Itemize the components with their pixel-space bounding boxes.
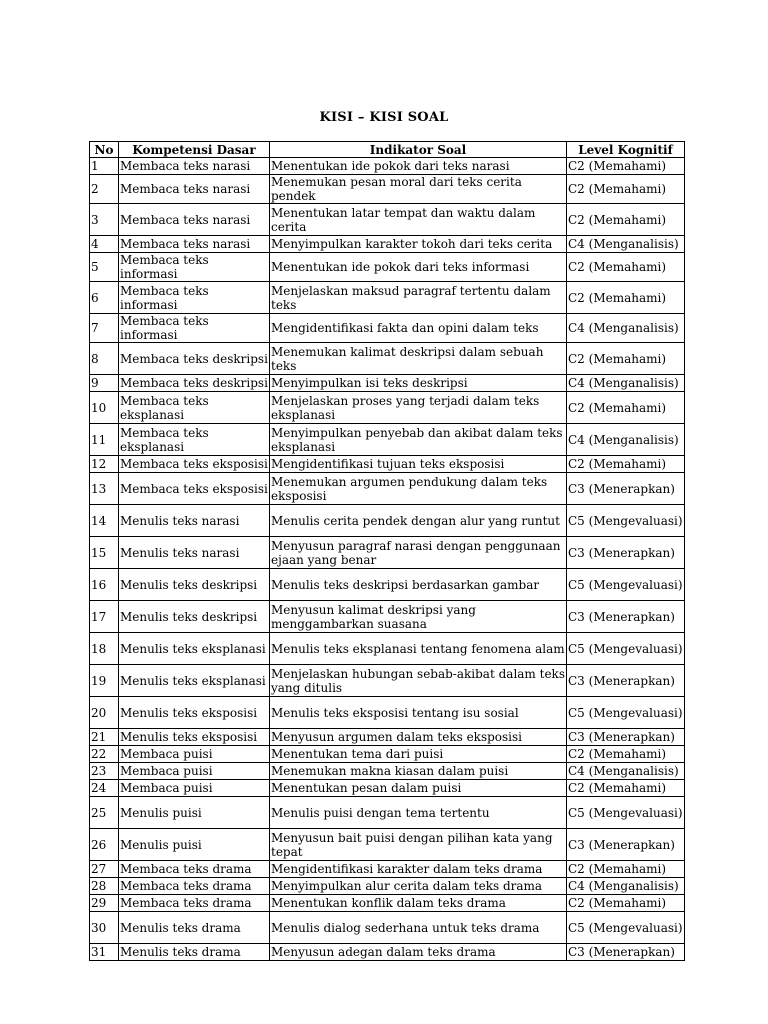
cell-level-kognitif: C2 (Memahami): [567, 456, 685, 473]
cell-indikator-soal: Menentukan konflik dalam teks drama: [270, 895, 567, 912]
cell-no: 26: [90, 829, 119, 861]
cell-level-kognitif: C4 (Menganalisis): [567, 878, 685, 895]
header-indikator-soal: Indikator Soal: [270, 142, 567, 158]
cell-level-kognitif: C2 (Memahami): [567, 392, 685, 424]
cell-level-kognitif: C4 (Menganalisis): [567, 763, 685, 780]
cell-level-kognitif: C5 (Mengevaluasi): [567, 912, 685, 944]
cell-no: 27: [90, 861, 119, 878]
cell-indikator-soal: Menentukan pesan dalam puisi: [270, 780, 567, 797]
cell-no: 9: [90, 375, 119, 392]
table-row: [90, 392, 685, 424]
cell-level-kognitif: C4 (Menganalisis): [567, 375, 685, 392]
cell-kompetensi-dasar: Membaca teks deskripsi: [119, 343, 270, 375]
table-row: [90, 780, 685, 797]
cell-no: 30: [90, 912, 119, 944]
cell-indikator-soal: Menulis puisi dengan tema tertentu: [270, 797, 567, 829]
cell-no: 22: [90, 746, 119, 763]
cell-level-kognitif: C5 (Mengevaluasi): [567, 505, 685, 537]
cell-kompetensi-dasar: Membaca teks eksplanasi: [119, 424, 270, 456]
table-row: [90, 763, 685, 780]
table-row: [90, 895, 685, 912]
table-row: [90, 829, 685, 861]
cell-kompetensi-dasar: Menulis teks deskripsi: [119, 569, 270, 601]
table-row: [90, 375, 685, 392]
table-row: [90, 912, 685, 944]
cell-no: 18: [90, 633, 119, 665]
cell-kompetensi-dasar: Membaca teks eksposisi: [120, 457, 268, 471]
cell-no: 6: [90, 282, 119, 314]
cell-kompetensi-dasar: Membaca teks narasi: [119, 175, 270, 204]
cell-indikator-soal: Menyimpulkan isi teks deskripsi: [270, 375, 567, 392]
table-row: [90, 424, 685, 456]
table-row: [90, 665, 685, 697]
cell-no: 5: [90, 253, 119, 282]
cell-no: 11: [90, 424, 119, 456]
cell-no: 10: [90, 392, 119, 424]
cell-level-kognitif: C3 (Menerapkan): [567, 537, 685, 569]
cell-no: 13: [90, 473, 119, 505]
table-row: [90, 253, 685, 282]
cell-kompetensi-dasar: Menulis teks eksposisi: [119, 729, 270, 746]
cell-indikator-soal: Menyusun bait puisi dengan pilihan kata yang tepat: [270, 829, 567, 861]
cell-kompetensi-dasar: Menulis teks narasi: [119, 537, 270, 569]
cell-indikator-soal: Menemukan kalimat deskripsi dalam sebuah teks: [270, 343, 567, 375]
cell-level-kognitif: C2 (Memahami): [567, 780, 685, 797]
cell-kompetensi-dasar: Menulis teks drama: [119, 912, 270, 944]
cell-level-kognitif: C2 (Memahami): [567, 861, 685, 878]
table-row: [90, 944, 685, 961]
cell-no: 21: [90, 729, 119, 746]
table-row: [90, 505, 685, 537]
cell-indikator-soal: Mengidentifikasi tujuan teks eksposisi: [270, 456, 567, 473]
cell-kompetensi-dasar: Membaca teks drama: [119, 895, 270, 912]
cell-level-kognitif: C3 (Menerapkan): [567, 665, 685, 697]
cell-no: 4: [90, 236, 119, 253]
table-row: [90, 343, 685, 375]
cell-level-kognitif: C4 (Menganalisis): [567, 236, 685, 253]
cell-level-kognitif: C2 (Memahami): [567, 895, 685, 912]
table-row: [90, 175, 685, 204]
cell-kompetensi-dasar: Membaca teks narasi: [119, 204, 270, 236]
cell-kompetensi-dasar: Membaca teks informasi: [119, 282, 270, 314]
cell-indikator-soal: Menjelaskan maksud paragraf tertentu dalam teks: [270, 282, 567, 314]
cell-no: 3: [90, 204, 119, 236]
table-row: [90, 861, 685, 878]
table-row: [90, 633, 685, 665]
cell-level-kognitif: C2 (Memahami): [567, 158, 685, 175]
cell-kompetensi-dasar: Membaca teks drama: [119, 878, 270, 895]
cell-kompetensi-dasar: Membaca teks narasi: [119, 236, 270, 253]
cell-level-kognitif: C2 (Memahami): [567, 282, 685, 314]
table-header-row: [90, 142, 685, 158]
cell-indikator-soal: Menyimpulkan penyebab dan akibat dalam teks eksplanasi: [270, 424, 567, 456]
cell-no: 28: [90, 878, 119, 895]
cell-level-kognitif: C2 (Memahami): [567, 204, 685, 236]
cell-kompetensi-dasar: Menulis teks eksplanasi: [119, 633, 270, 665]
header-no: No: [90, 142, 119, 158]
cell-level-kognitif: C5 (Mengevaluasi): [567, 633, 685, 665]
cell-indikator-soal: Mengidentifikasi karakter dalam teks drama: [270, 861, 567, 878]
cell-kompetensi-dasar: Membaca teks deskripsi: [120, 376, 268, 390]
cell-no: 14: [90, 505, 119, 537]
cell-indikator-soal: Menyusun adegan dalam teks drama: [270, 944, 567, 961]
cell-level-kognitif: C3 (Menerapkan): [567, 473, 685, 505]
page-title: KISI – KISI SOAL: [319, 110, 449, 125]
table-row: [90, 456, 685, 473]
cell-indikator-soal: Menulis teks eksplanasi tentang fenomena alam: [270, 633, 567, 665]
cell-level-kognitif: C2 (Memahami): [567, 175, 685, 204]
cell-no: 15: [90, 537, 119, 569]
table-row: [90, 601, 685, 633]
cell-no: 16: [90, 569, 119, 601]
cell-no: 29: [90, 895, 119, 912]
cell-kompetensi-dasar: Menulis puisi: [119, 829, 270, 861]
cell-kompetensi-dasar: Membaca teks informasi: [119, 253, 270, 282]
cell-level-kognitif: C5 (Mengevaluasi): [567, 569, 685, 601]
cell-no: 31: [90, 944, 119, 961]
kisi-table: [89, 141, 685, 961]
cell-indikator-soal: Menentukan ide pokok dari teks narasi: [270, 158, 567, 175]
cell-kompetensi-dasar: Membaca puisi: [119, 763, 270, 780]
cell-indikator-soal: Menemukan makna kiasan dalam puisi: [270, 763, 567, 780]
header-level-kognitif: Level Kognitif: [567, 142, 685, 158]
cell-indikator-soal: Menemukan pesan moral dari teks cerita pendek: [270, 175, 567, 204]
table-row: [90, 236, 685, 253]
table-row: [90, 314, 685, 343]
table-row: [90, 878, 685, 895]
cell-level-kognitif: C3 (Menerapkan): [567, 601, 685, 633]
cell-kompetensi-dasar: Menulis teks eksplanasi: [119, 665, 270, 697]
cell-kompetensi-dasar: Menulis teks deskripsi: [119, 601, 270, 633]
table-row: [90, 473, 685, 505]
cell-level-kognitif: C2 (Memahami): [567, 746, 685, 763]
cell-indikator-soal: Menulis cerita pendek dengan alur yang runtut: [270, 505, 567, 537]
cell-no: 2: [90, 175, 119, 204]
cell-kompetensi-dasar: Menulis puisi: [119, 797, 270, 829]
cell-indikator-soal: Menentukan ide pokok dari teks informasi: [270, 253, 567, 282]
cell-kompetensi-dasar: Menulis teks drama: [119, 944, 270, 961]
cell-kompetensi-dasar: Membaca teks drama: [119, 861, 270, 878]
cell-kompetensi-dasar: Membaca teks informasi: [119, 314, 270, 343]
cell-level-kognitif: C5 (Mengevaluasi): [567, 797, 685, 829]
cell-indikator-soal: Menyusun argumen dalam teks eksposisi: [270, 729, 567, 746]
cell-no: 19: [90, 665, 119, 697]
cell-no: 17: [90, 601, 119, 633]
cell-level-kognitif: C2 (Memahami): [567, 253, 685, 282]
cell-no: 8: [90, 343, 119, 375]
cell-no: 23: [90, 763, 119, 780]
table-row: [90, 797, 685, 829]
table-row: [90, 537, 685, 569]
cell-indikator-soal: Menemukan argumen pendukung dalam teks eksposisi: [270, 473, 567, 505]
cell-no: 24: [90, 780, 119, 797]
cell-indikator-soal: Menentukan tema dari puisi: [270, 746, 567, 763]
cell-indikator-soal: Menulis dialog sederhana untuk teks drama: [270, 912, 567, 944]
cell-kompetensi-dasar: Menulis teks eksposisi: [119, 697, 270, 729]
cell-kompetensi-dasar: Membaca puisi: [119, 780, 270, 797]
cell-indikator-soal: Menyusun paragraf narasi dengan penggunaan ejaan yang benar: [270, 537, 567, 569]
cell-kompetensi-dasar: Membaca puisi: [119, 746, 270, 763]
table-row: [90, 697, 685, 729]
cell-indikator-soal: Menulis teks deskripsi berdasarkan gambar: [270, 569, 567, 601]
cell-no: 7: [90, 314, 119, 343]
cell-level-kognitif: C5 (Mengevaluasi): [567, 697, 685, 729]
cell-indikator-soal: Menyusun kalimat deskripsi yang menggambarkan suasana: [270, 601, 567, 633]
cell-level-kognitif: C2 (Memahami): [567, 343, 685, 375]
cell-level-kognitif: C4 (Menganalisis): [567, 314, 685, 343]
table-body: [90, 158, 685, 961]
cell-indikator-soal: Menjelaskan proses yang terjadi dalam teks eksplanasi: [270, 392, 567, 424]
table-row: [90, 746, 685, 763]
table-row: [90, 204, 685, 236]
cell-kompetensi-dasar: Membaca teks narasi: [119, 158, 270, 175]
cell-kompetensi-dasar: Membaca teks eksposisi: [119, 473, 270, 505]
table-row: [90, 729, 685, 746]
table-row: [90, 282, 685, 314]
cell-level-kognitif: C3 (Menerapkan): [567, 829, 685, 861]
cell-no: 25: [90, 797, 119, 829]
table-row: [90, 158, 685, 175]
table-row: [90, 569, 685, 601]
cell-level-kognitif: C3 (Menerapkan): [567, 729, 685, 746]
cell-indikator-soal: Menyimpulkan karakter tokoh dari teks cerita: [270, 236, 567, 253]
cell-indikator-soal: Mengidentifikasi fakta dan opini dalam teks: [270, 314, 567, 343]
cell-kompetensi-dasar: Membaca teks eksplanasi: [119, 392, 270, 424]
cell-indikator-soal: Menjelaskan hubungan sebab-akibat dalam teks yang ditulis: [271, 666, 565, 695]
cell-no: 20: [90, 697, 119, 729]
cell-no: 1: [90, 158, 119, 175]
cell-no: 12: [90, 456, 119, 473]
cell-kompetensi-dasar: Menulis teks narasi: [119, 505, 270, 537]
cell-level-kognitif: C3 (Menerapkan): [567, 944, 685, 961]
cell-indikator-soal: Menentukan latar tempat dan waktu dalam cerita: [270, 204, 567, 236]
cell-indikator-soal: Menyimpulkan alur cerita dalam teks drama: [270, 878, 567, 895]
cell-level-kognitif: C4 (Menganalisis): [567, 424, 685, 456]
header-kompetensi-dasar: Kompetensi Dasar: [119, 142, 270, 158]
cell-indikator-soal: Menulis teks eksposisi tentang isu sosial: [270, 697, 567, 729]
